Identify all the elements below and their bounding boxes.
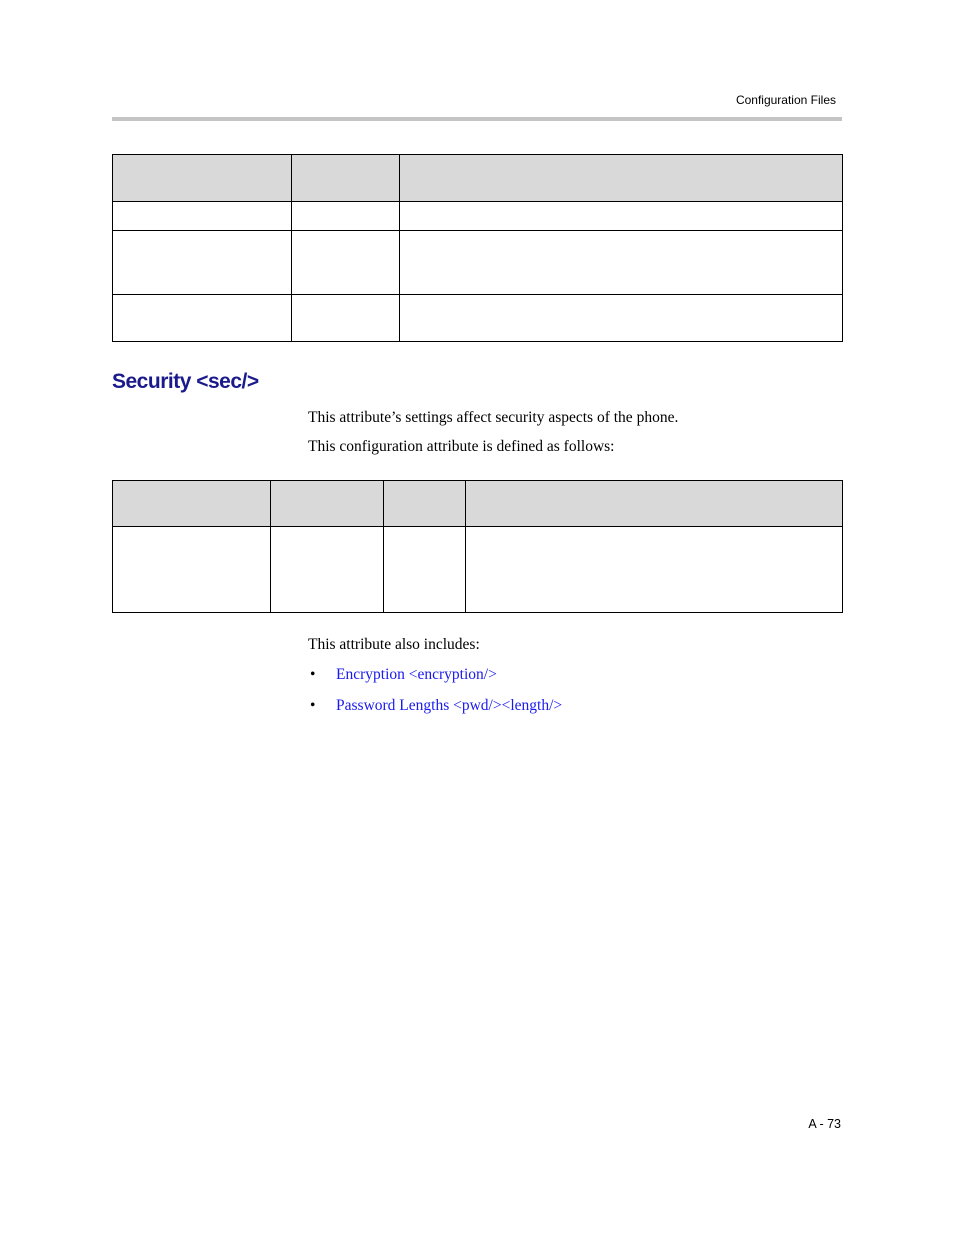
table-row xyxy=(113,202,843,231)
related-links-list xyxy=(308,666,562,728)
table-header-cell xyxy=(292,155,400,202)
section-heading: Security <sec/> xyxy=(112,370,259,393)
table-header-cell xyxy=(466,481,843,527)
table-cell xyxy=(271,527,384,613)
table-cell xyxy=(292,202,400,231)
table-row xyxy=(113,295,843,342)
table-row xyxy=(113,527,843,613)
table-cell xyxy=(113,295,292,342)
also-includes-text: This attribute also includes: xyxy=(308,636,480,653)
table-cell xyxy=(292,295,400,342)
security-attribute-table xyxy=(112,480,843,613)
bullet-icon: • xyxy=(310,666,316,683)
password-lengths-link[interactable]: Password Lengths <pwd/><length/> xyxy=(336,697,563,714)
table-row xyxy=(113,231,843,295)
table-header-cell xyxy=(400,155,843,202)
running-header-title: Configuration Files xyxy=(735,93,836,107)
table-cell xyxy=(400,231,843,295)
table-cell xyxy=(113,202,292,231)
table-header-cell xyxy=(271,481,384,527)
config-table-continued xyxy=(112,154,843,342)
table-header-row xyxy=(113,155,843,202)
bullet-icon: • xyxy=(310,697,316,714)
encryption-link[interactable]: Encryption <encryption/> xyxy=(336,666,497,683)
table-header-cell xyxy=(113,481,271,527)
header-rule xyxy=(112,117,842,121)
list-item xyxy=(308,697,562,728)
page-number: A - 73 xyxy=(808,1117,841,1131)
definition-lead-in: This configuration attribute is defined as follows: xyxy=(308,438,615,455)
table-cell xyxy=(400,202,843,231)
table-cell xyxy=(292,231,400,295)
table-cell xyxy=(113,231,292,295)
table-header-row xyxy=(113,481,843,527)
section-intro: This attribute’s settings affect security aspects of the phone. xyxy=(308,409,679,426)
table-cell xyxy=(384,527,466,613)
table-header-cell xyxy=(113,155,292,202)
table-cell xyxy=(113,527,271,613)
list-item xyxy=(308,666,562,697)
table-header-cell xyxy=(384,481,466,527)
table-cell xyxy=(400,295,843,342)
table-cell xyxy=(466,527,843,613)
